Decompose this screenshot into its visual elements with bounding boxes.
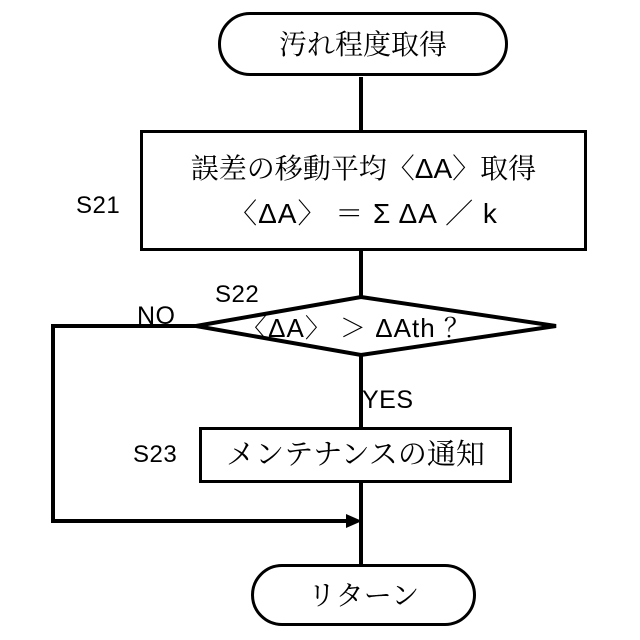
node-start-label: 汚れ程度取得 bbox=[278, 28, 447, 60]
connector-s22-no-loop bbox=[53, 326, 349, 521]
step-tag-s22: S22 bbox=[215, 281, 260, 308]
node-end bbox=[251, 564, 476, 626]
step-tag-s23: S23 bbox=[133, 441, 178, 468]
node-s21-label-line2: 〈ΔA〉 ＝ Σ ΔA ／ k bbox=[229, 197, 498, 229]
node-s21 bbox=[140, 130, 587, 251]
node-end-label: リターン bbox=[307, 579, 420, 611]
branch-label-yes: YES bbox=[362, 386, 414, 414]
branch-label-no: NO bbox=[137, 302, 176, 330]
step-tag-s21: S21 bbox=[76, 192, 121, 219]
node-s23-label: メンテナンスの通知 bbox=[226, 438, 485, 471]
node-s22-label: 〈ΔA〉 ＞ ΔAth ？ bbox=[241, 312, 471, 343]
node-s21-label-line1: 誤差の移動平均〈ΔA〉取得 bbox=[190, 152, 537, 184]
node-start bbox=[218, 12, 508, 76]
node-s23 bbox=[199, 427, 512, 483]
